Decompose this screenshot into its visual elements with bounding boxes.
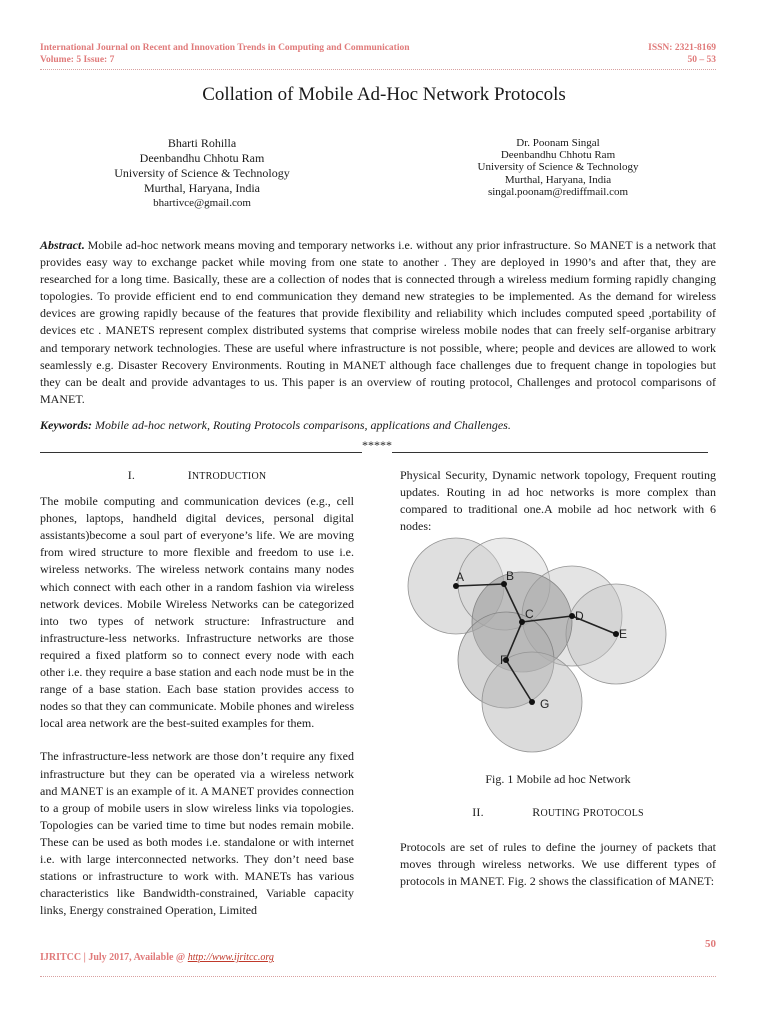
author-email: bhartivce@gmail.com: [153, 197, 251, 209]
node-g: [529, 699, 535, 705]
abstract-label: Abstract: [40, 238, 82, 252]
journal-link[interactable]: http://www.ijritcc.org: [187, 952, 274, 963]
left-column: [40, 467, 354, 919]
figure-caption: Fig. 1 Mobile ad hoc Network: [485, 772, 631, 786]
right-column-top: [400, 467, 716, 535]
intro-paragraph-1: The mobile computing and communication devices (e.g., cell phones, laptops, handheld digital devices, personal digital assistants)become a soul part of everyone’s life. We are moving from wired structure to more flexible and freedom to use i.e. wireless networks. The wireless network contains many nodes which connect with each other in a random fashion via wireless network devices. Mobile Wireless Networks can be categorized into two types of network structure: Infrastructure and infrastructure-less networks. Infrastructure networks are those required a fixed platform so to connect every node with each other i.e. they require a base station and each node must be in the range of a base station. Each base station provides access to nodes so that they can communicate. Mobile phones and wireless local area network are the best-suited examples for them.: [40, 494, 354, 731]
node-label-f: F: [500, 653, 508, 667]
paper-title: Collation of Mobile Ad-Hoc Network Protocols: [202, 84, 566, 105]
section-number: II.: [472, 805, 484, 819]
keywords-label: Keywords:: [40, 417, 92, 432]
section-title: NTRODUCTION: [191, 471, 267, 482]
page-range: 50 – 53: [687, 55, 716, 65]
section-2-heading: II. ROUTING PROTOCOLS: [400, 804, 716, 822]
abstract-text: Mobile ad-hoc network means moving and temporary networks i.e. without any prior infrastructure. So MANET is a network that provides easy way to exchange packet while moving from one state to another . They are deployed in 1990’s and after that, they are researched for a long time. Basically, these are a collection of nodes that is connected through a wireless medium forming rapidly changing topologies. To provide efficient end to end communication they demand new strategies to be implemented. As the demand for wireless devices are growing rapidly because of the features that provide flexibility and reliability which includes computed speed ,portability of devices etc . MANETS represent complex distributed systems that comprise wireless mobile nodes that can freely self-organise arbitrary and temporary network technologies. These are useful where infrastructure is not possible, where; people and devices are allowed to work seamlessly e.g. Disaster Recovery Environments. Routing in MANET although face challenges due to frequent change in topologies but they can be dealt and provide advantages to us. This paper is an overview of routing protocol, Challenges and protocol comparisons of MANET.: [40, 238, 716, 406]
author-univ: University of Science & Technology: [477, 161, 639, 174]
abstract: Abstract. Mobile ad-hoc network means moving and temporary networks i.e. without any prior infrastructure. So MANET is a network that provides easy way to exchange packet while moving from one state to another . They are deployed in 1990’s and after that, they are researched for a long time. Basically, these are a collection of nodes that is connected through a wireless medium forming rapidly changing topologies. To provide efficient end to end communication they demand new strategies to be implemented. As the demand for wireless devices are growing rapidly because of the features that provide flexibility and reliability which includes computed speed ,portability of devices etc . MANETS represent complex distributed systems that comprise wireless mobile nodes that can freely self-organise arbitrary and temporary network technologies. These are useful where infrastructure is not possible, where; people and devices are allowed to work seamlessly e.g. Disaster Recovery Environments. Routing in MANET although face challenges due to frequent change in topologies but they can be dealt and provide advantages to us. This paper is an overview of routing protocol, Challenges and protocol comparisons of MANET. Keywords: Mobile ad-hoc network, Routing Protocols comparisons, applications and Challenges.: [40, 238, 716, 432]
journal-volume: Volume: 5 Issue: 7: [40, 55, 115, 65]
header-divider: [40, 69, 716, 70]
page-number: 50: [705, 938, 716, 950]
section-separator: [40, 438, 716, 453]
node-label-b: B: [506, 569, 515, 583]
footer-divider: [40, 976, 716, 977]
node-label-c: C: [525, 607, 534, 621]
section-title: ROTOCOLS: [589, 808, 644, 819]
author-place: Murthal, Haryana, India: [504, 173, 612, 186]
author-univ: University of Science & Technology: [114, 166, 290, 180]
author-name: Dr. Poonam Singal: [516, 137, 600, 149]
section-1-heading: I. INTRODUCTION: [40, 467, 354, 485]
node-label-d: D: [575, 609, 584, 623]
right-paragraph-1: Physical Security, Dynamic network topology, Frequent routing updates. Routing in ad hoc networks is more complex than compared to traditional one.A mobile ad hoc network with 6 nodes:: [400, 468, 716, 534]
node-label-g: G: [540, 697, 550, 711]
node-label-e: E: [619, 627, 628, 641]
author-org: Deenbandhu Chhotu Ram: [139, 151, 265, 165]
manet-figure: [404, 534, 668, 762]
author-org: Deenbandhu Chhotu Ram: [500, 149, 616, 162]
node-label-a: A: [456, 570, 465, 584]
journal-name: International Journal on Recent and Innovation Trends in Computing and Communication: [40, 43, 410, 53]
author-place: Murthal, Haryana, India: [144, 181, 260, 195]
author-email: singal.poonam@rediffmail.com: [487, 185, 629, 198]
section-number: I.: [127, 468, 136, 482]
author-name: Bharti Rohilla: [167, 136, 237, 150]
intro-paragraph-2: The infrastructure-less network are those don’t require any fixed infrastructure but they can be operated via a wireless network and MANET is an example of it. A MANET provides connection to a group of mobile users in slow wireless links via topologies. Topologies can be varied time to time but nodes remain mobile. These can be used as both modes i.e. standalone or with internet i.e. with large interconnected networks. They don’t need base stations or infrastructure to work with. MANETs has various characteristics like Bandwidth-constrained, Variable capacity links, Energy constrained Operation, Limited: [40, 749, 354, 918]
right-column-bottom: [400, 804, 716, 890]
issn: ISSN: 2321-8169: [648, 43, 716, 53]
separator-stars: *****: [362, 438, 392, 452]
keywords-text: Mobile ad-hoc network, Routing Protocols comparisons, applications and Challenges.: [95, 417, 511, 432]
footer-text: IJRITCC | July 2017, Available @: [40, 952, 188, 963]
routing-paragraph: Protocols are set of rules to define the journey of packets that moves through wireless networks. We use different types of protocols in MANET. Fig. 2 shows the classification of MANET:: [400, 840, 716, 889]
author-2: [448, 137, 668, 198]
footer: [40, 952, 274, 963]
author-1: [92, 136, 312, 211]
